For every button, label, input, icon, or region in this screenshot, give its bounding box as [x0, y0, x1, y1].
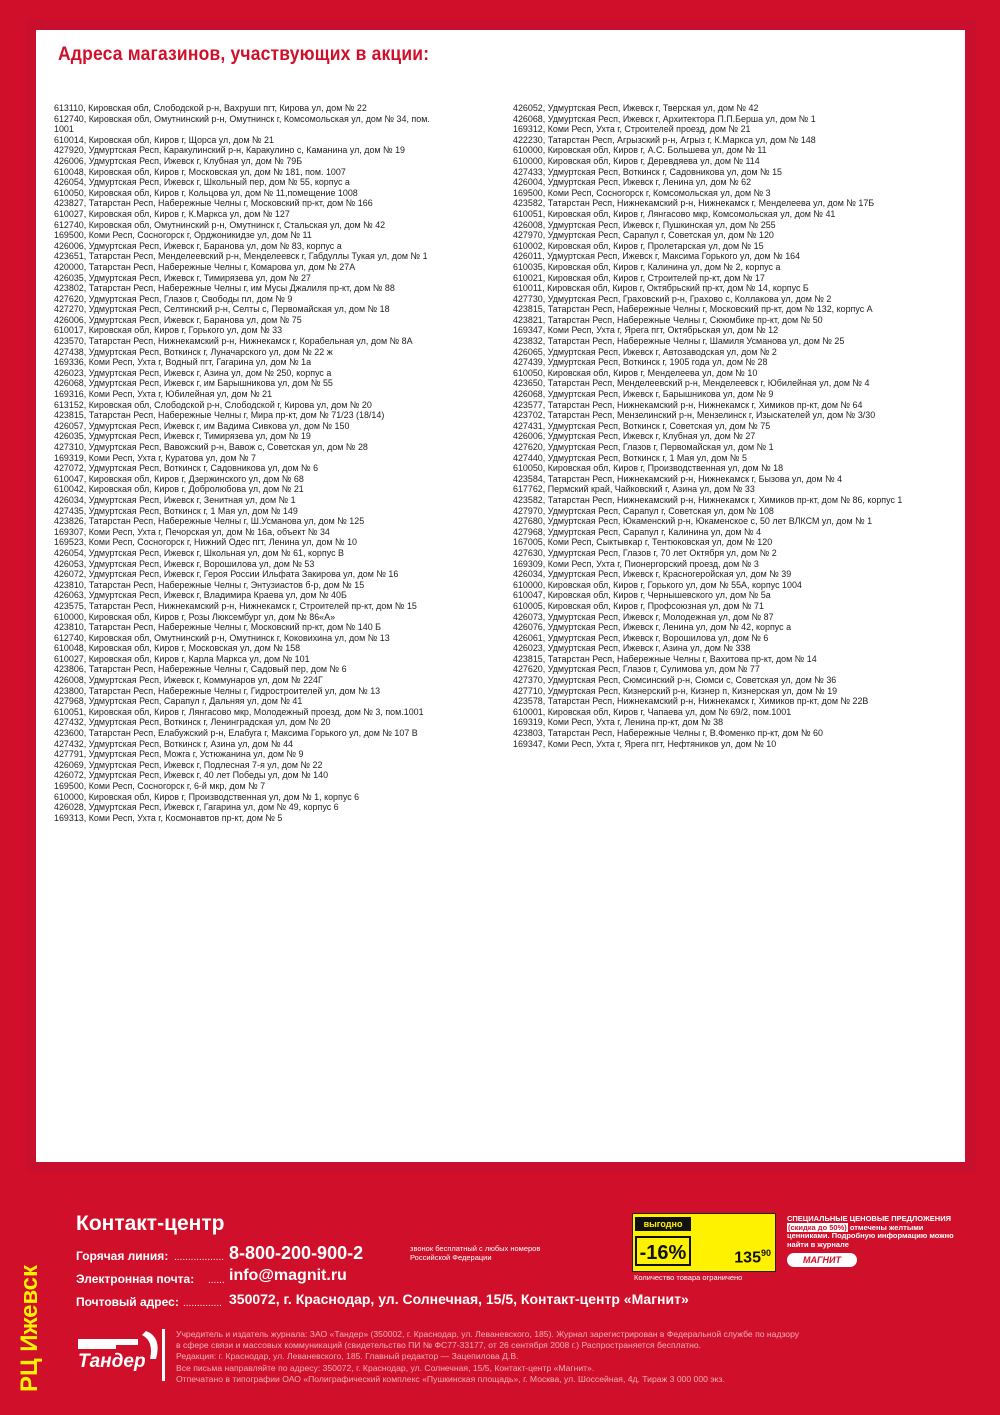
address-column-left — [54, 104, 449, 824]
address-item: 426076, Удмуртская Респ, Ижевск г, Ленина ул, дом № 42, корпус а — [513, 622, 792, 634]
address-item: 426006, Удмуртская Респ, Ижевск г, Баранова ул, дом № 75 — [54, 314, 302, 326]
address-item: 423800, Татарстан Респ, Набережные Челны г, Гидростроителей ул, дом № 13 — [54, 685, 381, 697]
address-item: 423651, Татарстан Респ, Менделеевский р-н, Менделеевск г, Габдуллы Тукая ул, дом № 1 — [54, 251, 428, 263]
address-item: 427968, Удмуртская Респ, Сарапул г, Дальняя ул, дом № 41 — [54, 696, 303, 708]
address-item: 610021, Кировская обл, Киров г, Строителей пр-кт, дом № 17 — [513, 272, 765, 284]
quantity-note: Количество товара ограничено — [634, 1273, 743, 1282]
address-item: 427438, Удмуртская Респ, Воткинск г, Луначарского ул, дом № 22 ж — [54, 346, 333, 358]
address-item: 426065, Удмуртская Респ, Ижевск г, Автозаводская ул, дом № 2 — [513, 346, 777, 358]
address-item: 612740, Кировская обл, Омутнинский р-н, Омутнинск г, Комсомольская ул, дом № 34, пом. 1001 — [54, 113, 430, 136]
address-item: 423582, Татарстан Респ, Нижнекамский р-н, Нижнекамск г, Химиков пр-кт, дом № 86, корпус 1 — [513, 494, 903, 506]
email-dots: ...... — [208, 1275, 225, 1286]
address-item: 423832, Татарстан Респ, Набережные Челны г, Шамиля Усманова ул, дом № 25 — [513, 336, 845, 348]
address-item: 169309, Коми Респ, Ухта г, Пионергорский проезд, дом № 3 — [513, 558, 759, 570]
address-item: 617762, Пермский край, Чайковский г, Азина ул, дом № 33 — [513, 484, 755, 496]
address-item: 610000, Кировская обл, Киров г, Деревдяева ул, дом № 114 — [513, 155, 760, 167]
address-item: 610051, Кировская обл, Киров г, Лянгасово мкр, Комсомольская ул, дом № 41 — [513, 208, 836, 220]
address-item: 426061, Удмуртская Респ, Ижевск г, Ворошилова ул, дом № 6 — [513, 632, 769, 644]
address-item: 169319, Коми Респ, Ухта г, Куратова ул, дом № 7 — [54, 452, 256, 464]
address-item: 426023, Удмуртская Респ, Ижевск г, Азина ул, дом № 250, корпус а — [54, 367, 332, 379]
address-item: 610035, Кировская обл, Киров г, Калинина ул, дом № 2, корпус а — [513, 261, 781, 273]
address-item: 610050, Кировская обл, Киров г, Производственная ул, дом № 18 — [513, 463, 784, 475]
address-item: 423582, Татарстан Респ, Нижнекамский р-н, Нижнекамск г, Менделеева ул, дом № 17Б — [513, 198, 875, 210]
address-item: 610000, Кировская обл, Киров г, Производственная ул, дом № 1, корпус 6 — [54, 791, 360, 803]
address-item: 423600, Татарстан Респ, Елабужский р-н, Елабуга г, Максима Горького ул, дом № 107 В — [54, 728, 418, 740]
address-item: 169500, Коми Респ, Сосногорск г, Орджоникидзе ул, дом № 11 — [54, 230, 312, 242]
address-item: 426034, Удмуртская Респ, Ижевск г, Зенитная ул, дом № 1 — [54, 494, 296, 506]
address-item: 423584, Татарстан Респ, Нижнекамский р-н, Нижнекамск г, Бызова ул, дом № 4 — [513, 473, 843, 485]
address-item: 423806, Татарстан Респ, Набережные Челны г, Садовый пер, дом № 6 — [54, 664, 347, 676]
address-item: 427680, Удмуртская Респ, Юкаменский р-н, Юкаменское с, 50 лет ВЛКСМ ул, дом № 1 — [513, 516, 873, 528]
address-item: 423702, Татарстан Респ, Мензелинский р-н, Мензелинск г, Изыскателей ул, дом № 3/30 — [513, 410, 876, 422]
address-item: 610048, Кировская обл, Киров г, Московская ул, дом № 158 — [54, 643, 301, 655]
address-item: 169312, Коми Респ, Ухта г, Строителей проезд, дом № 21 — [513, 124, 751, 136]
address-item: 420000, Татарстан Респ, Набережные Челны г, Комарова ул, дом № 27А — [54, 261, 356, 273]
region-label: РЦ Ижевск — [16, 1264, 43, 1392]
address-item: 423815, Татарстан Респ, Набережные Челны г, Московский пр-кт, дом № 132, корпус А — [513, 304, 873, 316]
address-item: 427970, Удмуртская Респ, Сарапул г, Советская ул, дом № 108 — [513, 505, 774, 517]
address-item: 169523, Коми Респ, Сосногорск г, Нижний Одес пгт, Ленина ул, дом № 10 — [54, 537, 358, 549]
address-item: 610042, Кировская обл, Киров г, Добролюбова ул, дом № 21 — [54, 484, 304, 496]
address-item: 423577, Татарстан Респ, Нижнекамский р-н, Нижнекамск г, Химиков пр-кт, дом № 64 — [513, 399, 863, 411]
address-item: 169319, Коми Респ, Ухта г, Ленина пр-кт, дом № 38 — [513, 717, 724, 729]
imprint-text — [176, 1329, 966, 1385]
hotline-dots: .................. — [174, 1252, 225, 1263]
address-item: 427710, Удмуртская Респ, Кизнерский р-н, Кизнер п, Кизнерская ул, дом № 19 — [513, 685, 838, 697]
address-item: 426028, Удмуртская Респ, Ижевск г, Гагарина ул, дом № 49, корпус 6 — [54, 802, 339, 814]
address-item: 426069, Удмуртская Респ, Ижевск г, Подлесная 7-я ул, дом № 22 — [54, 759, 323, 771]
address-item: 426073, Удмуртская Респ, Ижевск г, Молодежная ул, дом № 87 — [513, 611, 774, 623]
promo-vygodno-label: выгодно — [635, 1217, 691, 1231]
address-item: 167005, Коми Респ, Сыктывкар г, Тентюковская ул, дом № 120 — [513, 537, 773, 549]
promo-discount: -16% — [635, 1236, 691, 1266]
address-item: 423821, Татарстан Респ, Набережные Челны г, Сююмбике пр-кт, дом № 50 — [513, 314, 823, 326]
address-item: 610047, Кировская обл, Киров г, Чернышевского ул, дом № 5а — [513, 590, 771, 602]
address-item: 422230, Татарстан Респ, Агрызский р-н, Агрыз г, К.Маркса ул, дом № 148 — [513, 134, 816, 146]
address-item: 613110, Кировская обл, Слободской р-н, Вахруши пгт, Кирова ул, дом № 22 — [54, 103, 367, 114]
email-label: Электронная почта: — [76, 1272, 195, 1286]
address-column-right — [513, 104, 913, 750]
imprint-line: в сфере связи и массовых коммуникаций (свидетельство ПИ № ФС77-33177, от 26 сентября 2008 г.) Распространяется бесплатно. — [176, 1340, 702, 1351]
address-item: 426035, Удмуртская Респ, Ижевск г, Тимирязева ул, дом № 19 — [54, 431, 311, 443]
address-item: 426023, Удмуртская Респ, Ижевск г, Азина ул, дом № 338 — [513, 643, 751, 655]
address-item: 426068, Удмуртская Респ, Ижевск г, Барышникова ул, дом № 9 — [513, 389, 774, 401]
address-item: 423826, Татарстан Респ, Набережные Челны г, Ш.Усманова ул, дом № 125 — [54, 516, 365, 528]
address-item: 610047, Кировская обл, Киров г, Дзержинского ул, дом № 68 — [54, 473, 304, 485]
post-address: 350072, г. Краснодар, ул. Солнечная, 15/5, Контакт-центр «Магнит» — [229, 1291, 689, 1307]
address-item: 426072, Удмуртская Респ, Ижевск г, Героя России Ильфата Закирова ул, дом № 16 — [54, 569, 399, 581]
address-item: 426057, Удмуртская Респ, Ижевск г, им Вадима Сивкова ул, дом № 150 — [54, 420, 350, 432]
address-item: 610000, Кировская обл, Киров г, Горького ул, дом № 55А, корпус 1004 — [513, 579, 802, 591]
address-item: 169500, Коми Респ, Сосногорск г, Комсомольская ул, дом № 3 — [513, 187, 771, 199]
address-item: 423810, Татарстан Респ, Набережные Челны г, Энтузиастов б-р, дом № 15 — [54, 579, 365, 591]
address-item: 426006, Удмуртская Респ, Ижевск г, Баранова ул, дом № 83, корпус а — [54, 240, 342, 252]
address-item: 423827, Татарстан Респ, Набережные Челны г, Московский пр-кт, дом № 166 — [54, 198, 373, 210]
address-item: 427433, Удмуртская Респ, Воткинск г, Садовникова ул, дом № 15 — [513, 166, 783, 178]
imprint-line: Все письма направляйте по адресу: 350072, г. Краснодар, ул. Солнечная, 15/5, Контакт-центр «Магнит». — [176, 1362, 595, 1373]
post-dots: .............. — [183, 1298, 222, 1309]
hotline-label: Горячая линия: — [76, 1249, 169, 1263]
address-item: 610050, Кировская обл, Киров г, Менделеева ул, дом № 10 — [513, 367, 758, 379]
address-item: 426063, Удмуртская Респ, Ижевск г, Владимира Краева ул, дом № 40Б — [54, 590, 347, 602]
address-item: 426068, Удмуртская Респ, Ижевск г, Архитектора П.П.Берша ул, дом № 1 — [513, 113, 816, 125]
address-item: 612740, Кировская обл, Омутнинский р-н, Омутнинск г, Коковихина ул, дом № 13 — [54, 632, 390, 644]
address-item: 613152, Кировская обл, Слободской р-н, Слободской г, Кирова ул, дом № 20 — [54, 399, 372, 411]
address-item: 426053, Удмуртская Респ, Ижевск г, Ворошилова ул, дом № 53 — [54, 558, 315, 570]
address-item: 612740, Кировская обл, Омутнинский р-н, Омутнинск г, Стальская ул, дом № 42 — [54, 219, 386, 231]
address-item: 610002, Кировская обл, Киров г, Пролетарская ул, дом № 15 — [513, 240, 764, 252]
address-item: 610000, Кировская обл, Киров г, А.С. Большева ул, дом № 11 — [513, 145, 767, 157]
email-link[interactable]: info@magnit.ru — [229, 1267, 347, 1284]
address-item: 169307, Коми Респ, Ухта г, Печорская ул, дом № 16а, объект № 34 — [54, 526, 330, 538]
free-call-note: звонок бесплатный с любых номеров Российской Федерации — [410, 1244, 541, 1262]
contact-center-title: Контакт-центр — [76, 1212, 225, 1235]
address-item: 423815, Татарстан Респ, Набережные Челны г, Вахитова пр-кт, дом № 14 — [513, 653, 817, 665]
address-item: 426052, Удмуртская Респ, Ижевск г, Тверская ул, дом № 42 — [513, 103, 759, 114]
promo-price-tag — [632, 1213, 776, 1272]
address-item: 169316, Коми Респ, Ухта г, Юбилейная ул, дом № 21 — [54, 389, 273, 401]
address-item: 427620, Удмуртская Респ, Глазов г, Первомайская ул, дом № 1 — [513, 442, 774, 453]
address-item: 169336, Коми Респ, Ухта г, Водный пгт, Гагарина ул, дом № 1а — [54, 357, 312, 369]
address-item: 427432, Удмуртская Респ, Воткинск г, Азина ул, дом № 44 — [54, 738, 294, 750]
address-item: 610014, Кировская обл, Киров г, Щорса ул, дом № 21 — [54, 134, 274, 146]
address-item: 426011, Удмуртская Респ, Ижевск г, Максима Горького ул, дом № 164 — [513, 251, 801, 263]
address-item: 427439, Удмуртская Респ, Воткинск г, 1905 года ул, дом № 28 — [513, 357, 768, 369]
tander-logo-text: Тандер — [78, 1351, 146, 1372]
address-item: 610048, Кировская обл, Киров г, Московская ул, дом № 181, пом. 1007 — [54, 166, 346, 178]
address-item: 427970, Удмуртская Респ, Сарапул г, Советская ул, дом № 120 — [513, 230, 774, 242]
address-item: 169347, Коми Респ, Ухта г, Ярега пгт, Нефтяников ул, дом № 10 — [513, 738, 777, 750]
address-item: 426068, Удмуртская Респ, Ижевск г, им Барышникова ул, дом № 55 — [54, 378, 333, 390]
address-item: 427968, Удмуртская Респ, Сарапул г, Калинина ул, дом № 4 — [513, 526, 762, 538]
address-item: 427620, Удмуртская Респ, Глазов г, Сулимова ул, дом № 77 — [513, 664, 760, 676]
address-item: 427791, Удмуртская Респ, Можга г, Устюжанина ул, дом № 9 — [54, 749, 304, 761]
address-item: 426008, Удмуртская Респ, Ижевск г, Коммунаров ул, дом № 224Г — [54, 675, 323, 687]
address-item: 423570, Татарстан Респ, Нижнекамский р-н, Нижнекамск г, Корабельная ул, дом № 8А — [54, 336, 413, 348]
address-item: 169500, Коми Респ, Сосногорск г, 6-й мкр, дом № 7 — [54, 781, 266, 792]
special-offers-text: СПЕЦИАЛЬНЫЕ ЦЕНОВЫЕ ПРЕДЛОЖЕНИЯ (скидка до 50%) отмечены желтыми ценниками. Подробную информацию можно найти в журнале — [787, 1214, 954, 1249]
address-item: 427630, Удмуртская Респ, Глазов г, 70 лет Октября ул, дом № 2 — [513, 547, 777, 559]
address-item: 426034, Удмуртская Респ, Ижевск г, Красногеройская ул, дом № 39 — [513, 569, 792, 581]
address-item: 427431, Удмуртская Респ, Воткинск г, Советская ул, дом № 75 — [513, 420, 771, 432]
address-item: 426035, Удмуртская Респ, Ижевск г, Тимирязева ул, дом № 27 — [54, 272, 311, 284]
address-item: 610000, Кировская обл, Киров г, Розы Люксембург ул, дом № 86«А» — [54, 611, 336, 623]
address-item: 610027, Кировская обл, Киров г, Карла Маркса ул, дом № 101 — [54, 653, 310, 665]
address-item: 427920, Удмуртская Респ, Каракулинский р-н, Каракулино с, Каманина ул, дом № 19 — [54, 145, 406, 157]
promo-price: $135^{90}$ — [734, 1247, 771, 1266]
address-item: 427620, Удмуртская Респ, Глазов г, Свободы пл, дом № 9 — [54, 293, 293, 305]
address-item: 427072, Удмуртская Респ, Воткинск г, Садовникова ул, дом № 6 — [54, 463, 319, 475]
imprint-line: Учредитель и издатель журнала: ЗАО «Тандер» (350002, г. Краснодар, ул. Леваневского, 185). Журнал зарегистрирован в Федеральной службе по надзору — [176, 1329, 800, 1339]
address-item: 426072, Удмуртская Респ, Ижевск г, 40 лет Победы ул, дом № 140 — [54, 770, 329, 782]
address-item: 610005, Кировская обл, Киров г, Профсоюзная ул, дом № 71 — [513, 600, 764, 612]
address-item: 169347, Коми Респ, Ухта г, Ярега пгт, Октябрьская ул, дом № 12 — [513, 325, 779, 337]
page-title: Адреса магазинов, участвующих в акции: — [58, 44, 430, 65]
address-item: 610001, Кировская обл, Киров г, Чапаева ул, дом № 69/2, пом.1001 — [513, 706, 792, 718]
address-item: 610011, Кировская обл, Киров г, Октябрьский пр-кт, дом № 14, корпус Б — [513, 283, 809, 295]
address-item: 427440, Удмуртская Респ, Воткинск г, 1 Мая ул, дом № 5 — [513, 452, 747, 464]
address-item: 426006, Удмуртская Респ, Ижевск г, Клубная ул, дом № 79Б — [54, 155, 303, 167]
address-item: 427435, Удмуртская Респ, Воткинск г, 1 Мая ул, дом № 149 — [54, 505, 298, 517]
address-item: 423650, Татарстан Респ, Менделеевский р-н, Менделеевск г, Юбилейная ул, дом № 4 — [513, 378, 870, 390]
address-item: 610051, Кировская обл, Киров г, Лянгасово мкр, Молодежный проезд, дом № 3, пом.1001 — [54, 706, 424, 718]
address-item: 427432, Удмуртская Респ, Воткинск г, Ленинградская ул, дом № 20 — [54, 717, 331, 729]
address-item: 423575, Татарстан Респ, Нижнекамский р-н, Нижнекамск г, Строителей пр-кт, дом № 15 — [54, 600, 417, 612]
address-item: 426008, Удмуртская Респ, Ижевск г, Пушкинская ул, дом № 255 — [513, 219, 776, 231]
address-item: 426054, Удмуртская Респ, Ижевск г, Школьная ул, дом № 61, корпус В — [54, 547, 344, 559]
hotline-number[interactable]: 8-800-200-900-2 — [229, 1243, 364, 1263]
address-item: 610027, Кировская обл, Киров г, К.Маркса ул, дом № 127 — [54, 208, 290, 220]
address-item: 426054, Удмуртская Респ, Ижевск г, Школьный пер, дом № 55, корпус а — [54, 177, 350, 189]
address-item: 427270, Удмуртская Респ, Селтинский р-н, Селты с, Первомайская ул, дом № 18 — [54, 304, 390, 316]
imprint-line: Редакция: г. Краснодар, ул. Леваневского, 185. Главный редактор — Зацепилова Д.В. — [176, 1351, 519, 1362]
address-item: 427310, Удмуртская Респ, Вавожский р-н, Вавож с, Советская ул, дом № 28 — [54, 442, 368, 453]
tander-logo — [76, 1327, 170, 1383]
address-item: 610050, Кировская обл, Киров г, Кольцова ул, дом № 11,помещение 1008 — [54, 187, 358, 199]
address-item: 423802, Татарстан Респ, Набережные Челны г, им Мусы Джалиля пр-кт, дом № 88 — [54, 283, 395, 295]
address-item: 426006, Удмуртская Респ, Ижевск г, Клубная ул, дом № 27 — [513, 431, 756, 443]
post-label: Почтовый адрес: — [76, 1295, 179, 1309]
address-item: 423803, Татарстан Респ, Набережные Челны г, В.Фоменко пр-кт, дом № 60 — [513, 728, 823, 740]
address-item: 423810, Татарстан Респ, Набережные Челны г, Московский пр-кт, дом № 140 Б — [54, 622, 382, 634]
address-item: 427730, Удмуртская Респ, Граховский р-н, Грахово с, Коллакова ул, дом № 2 — [513, 293, 832, 305]
address-item: 423815, Татарстан Респ, Набережные Челны г, Мира пр-кт, дом № 71/23 (18/14) — [54, 410, 385, 422]
magnit-logo: МАГНИТ — [787, 1253, 857, 1267]
imprint-line: Отпечатано в типографии ОАО «Полиграфический комплекс «Пушкинская площадь», г. Москва, ул. Шоссейная, 4д. Тираж 3 000 000 экз. — [176, 1373, 725, 1384]
address-item: 169313, Коми Респ, Ухта г, Космонавтов пр-кт, дом № 5 — [54, 812, 283, 824]
address-item: 427370, Удмуртская Респ, Сюмсинский р-н, Сюмси с, Советская ул, дом № 36 — [513, 675, 837, 687]
address-item: 423578, Татарстан Респ, Нижнекамский р-н, Нижнекамск г, Химиков пр-кт, дом № 22В — [513, 696, 869, 708]
address-item: 610017, Кировская обл, Киров г, Горького ул, дом № 33 — [54, 325, 283, 337]
address-item: 426004, Удмуртская Респ, Ижевск г, Ленина ул, дом № 62 — [513, 177, 752, 189]
